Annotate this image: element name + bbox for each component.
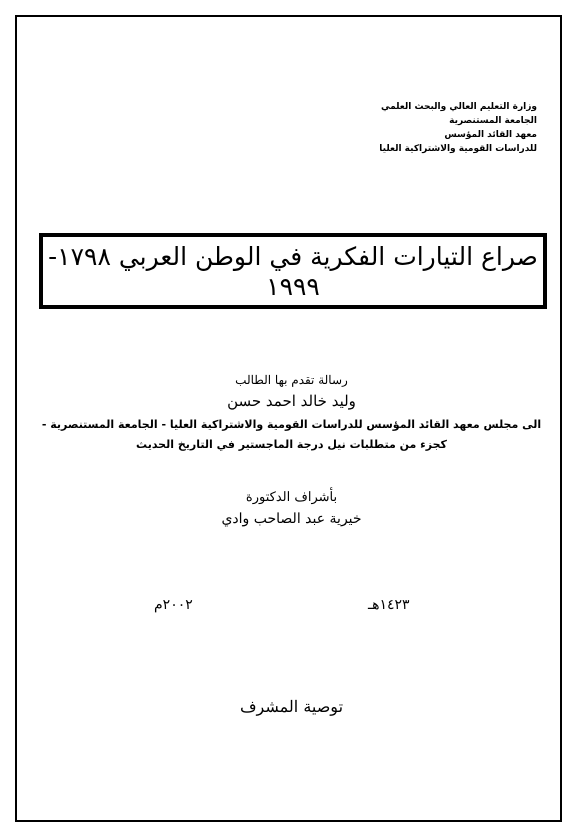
hijri-date: ١٤٢٣هـ <box>368 597 410 613</box>
ministry-name: وزارة التعليم العالي والبحث العلمي <box>380 102 537 112</box>
supervisor-recommendation-heading: توصية المشرف <box>239 697 344 716</box>
university-name: الجامعة المستنصرية <box>449 116 537 126</box>
gregorian-date: ٢٠٠٢م <box>154 597 193 613</box>
supervision-label: بأشراف الدكتورة <box>245 490 338 505</box>
studies-name: للدراسات القومية والاشتراكية العليا <box>379 144 537 154</box>
institution-header <box>337 100 537 156</box>
degree-statement: كجزء من متطلبات نيل درجة الماجستير في التاريخ الحديث <box>136 438 447 451</box>
thesis-title-line-1: صراع التيارات الفكرية في الوطن العربي ١٧٩٨- <box>48 242 538 271</box>
student-name: وليد خالد احمد حسن <box>227 392 356 410</box>
thesis-title-line-2: ١٩٩٩ <box>266 272 320 301</box>
institute-name: معهد القائد المؤسس <box>444 130 537 140</box>
council-statement: الى مجلس معهد القائد المؤسس للدراسات القومية والاشتراكية العليا - الجامعة المستنصرية - <box>41 418 542 431</box>
thesis-title-box <box>39 233 547 309</box>
presented-by-label: رسالة تقدم بها الطالب <box>235 373 348 387</box>
supervisor-name: خيرية عبد الصاحب وادي <box>221 511 362 527</box>
